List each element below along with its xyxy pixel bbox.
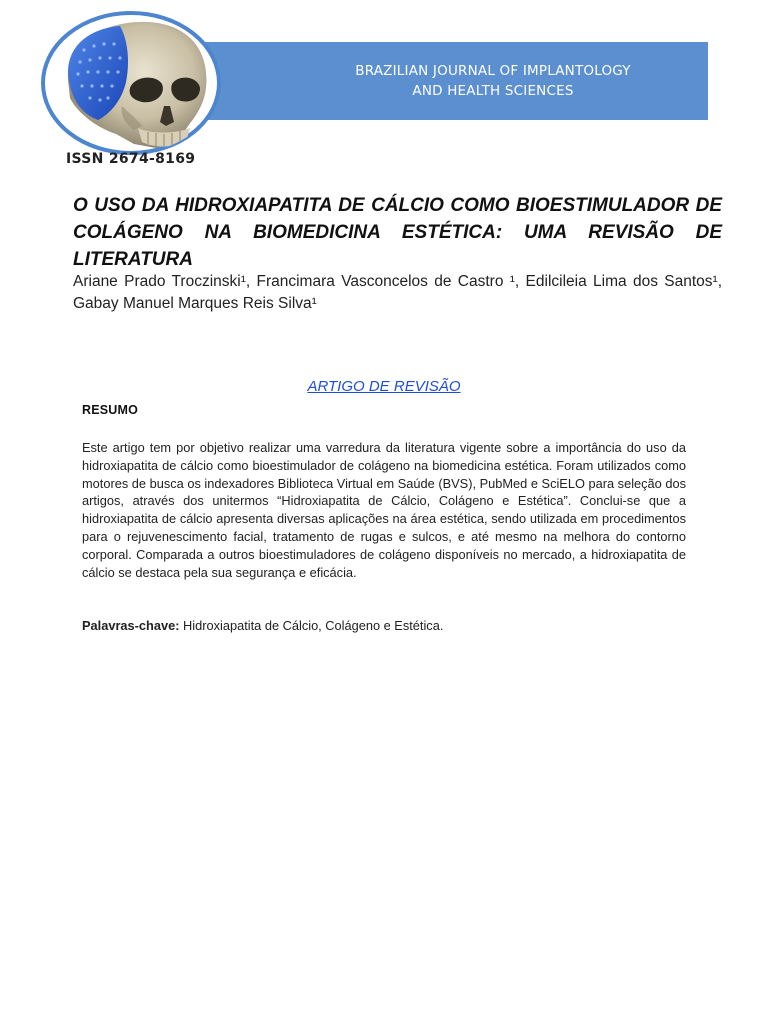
journal-name-line-1: BRAZILIAN JOURNAL OF IMPLANTOLOGY	[355, 63, 631, 79]
issn-number: ISSN 2674-8169	[66, 151, 196, 167]
journal-banner	[198, 42, 708, 120]
abstract-heading: RESUMO	[82, 403, 139, 417]
article-type-link[interactable]: ARTIGO DE REVISÃO	[307, 378, 461, 395]
journal-logo-skull-icon	[38, 10, 224, 156]
keywords	[82, 617, 686, 635]
keywords-label: Palavras-chave:	[82, 618, 180, 633]
article-title: O USO DA HIDROXIAPATITA DE CÁLCIO COMO BIOESTIMULADOR DE COLÁGENO NA BIOMEDICINA ESTÉTICA: UMA REVISÃO DE LITERATURA	[73, 195, 722, 270]
keywords-value: Hidroxiapatita de Cálcio, Colágeno e Estética.	[183, 618, 444, 633]
abstract-text: Este artigo tem por objetivo realizar uma varredura da literatura vigente sobre a importância do uso da hidroxiapatita de cálcio como bioestimulador de colágeno na biomedicina estética. Foram utilizados como motores de busca os indexadores Biblioteca Virtual em Saúde (BVS), PubMed e SciELO para seleção dos artigos, através dos unitermos “Hidroxiapatita de Cálcio, Colágeno e Estética”. Conclui-se que a hidroxiapatita de cálcio apresenta diversas aplicações na área estética, sendo utilizada em procedimentos para o rejuvenescimento facial, tratamento de rugas e sulcos, e até mesmo na melhora do contorno corporal. Comparada a outros bioestimuladores de colágeno disponíveis no mercado, a hidroxiapatita de cálcio se destaca pela sua segurança e eficácia.	[82, 440, 686, 580]
journal-name-line-2: AND HEALTH SCIENCES	[412, 83, 574, 99]
article-authors: Ariane Prado Troczinski¹, Francimara Vasconcelos de Castro ¹, Edilcileia Lima dos Santos¹, Gabay Manuel Marques Reis Silva¹	[73, 273, 722, 312]
